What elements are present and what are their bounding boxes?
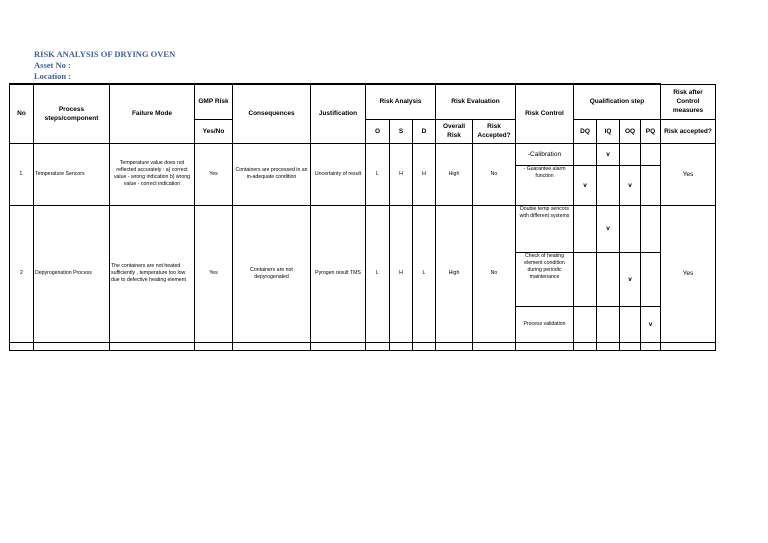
risk-analysis-table: [9, 83, 716, 351]
iq-mark: [597, 306, 620, 342]
col-header-risk-control: Risk Control: [516, 84, 574, 143]
row-justification: Pyrogen result TMS: [311, 205, 366, 342]
oq-mark: v: [620, 252, 641, 306]
row-risk-accepted: No: [473, 205, 516, 342]
col-header-risk-analysis: Risk Analysis: [366, 84, 436, 119]
col-header-risk-accepted: Risk Accepted?: [473, 119, 516, 143]
dq-mark: [574, 252, 597, 306]
risk-control-item: - Guarantee alarm function: [516, 165, 574, 205]
pq-mark: v: [641, 306, 661, 342]
location-label: Location :: [34, 71, 72, 81]
row-risk-accepted: No: [473, 143, 516, 205]
row-consequences: Containers are not depyrogenated: [233, 205, 311, 342]
empty-cell: [413, 342, 436, 350]
row-no: 1.: [10, 143, 34, 205]
row-overall-risk: High: [436, 205, 473, 342]
empty-cell: [620, 342, 641, 350]
col-header-pq: PQ: [641, 119, 661, 143]
row-process: Depyrogenation Process: [34, 205, 110, 342]
dq-mark: [574, 143, 597, 165]
pq-mark: [641, 252, 661, 306]
empty-cell: [390, 342, 413, 350]
iq-mark: [597, 165, 620, 205]
iq-mark: v: [597, 143, 620, 165]
col-header-justification: Justification: [311, 84, 366, 143]
col-header-failure-mode: Failure Mode: [110, 84, 195, 143]
empty-cell: [436, 342, 473, 350]
row-failure-mode: The containers are not heated sufficiently , temperature too low due to defective heating element: [110, 205, 195, 342]
empty-cell: [597, 342, 620, 350]
risk-control-item: Process validation: [516, 306, 574, 342]
col-header-qualification-step: Qualification step: [574, 84, 661, 119]
row-o: L: [366, 143, 390, 205]
table-row: [10, 143, 716, 165]
risk-control-item: Double temp sencors with different systems: [516, 205, 574, 252]
empty-cell: [34, 342, 110, 350]
row-overall-risk: High: [436, 143, 473, 205]
row-d: H: [413, 143, 436, 205]
row-gmp-risk: Yes: [195, 143, 233, 205]
row-no: 2: [10, 205, 34, 342]
empty-cell: [195, 342, 233, 350]
empty-cell: [641, 342, 661, 350]
empty-cell: [366, 342, 390, 350]
col-header-risk-after-control: Risk after Control measures: [661, 84, 716, 119]
col-header-risk-accepted-after: Risk accepted?: [661, 119, 716, 143]
row-s: H: [390, 205, 413, 342]
col-header-consequences: Consequences: [233, 84, 311, 143]
col-header-process: Process steps/component: [34, 84, 110, 143]
row-risk-after-control: Yes: [661, 143, 716, 205]
oq-mark: v: [620, 165, 641, 205]
row-gmp-risk: Yes: [195, 205, 233, 342]
empty-cell: [10, 342, 34, 350]
table-row: [10, 205, 716, 252]
row-failure-mode: Temperature value does not reflected accurately : a) correct value - wrong indication b) wrong value - correct indication: [110, 143, 195, 205]
empty-cell: [574, 342, 597, 350]
risk-control-item: Check of heating element condition during periodic maintenance: [516, 252, 574, 306]
dq-mark: [574, 306, 597, 342]
col-header-oq: OQ: [620, 119, 641, 143]
row-justification: Uncertainty of result: [311, 143, 366, 205]
empty-cell: [516, 342, 574, 350]
col-header-s: S: [390, 119, 413, 143]
empty-cell: [311, 342, 366, 350]
empty-cell: [233, 342, 311, 350]
iq-mark: v: [597, 205, 620, 252]
row-s: H: [390, 143, 413, 205]
row-risk-after-control: Yes: [661, 205, 716, 342]
pq-mark: [641, 205, 661, 252]
col-header-d: D: [413, 119, 436, 143]
iq-mark: [597, 252, 620, 306]
pq-mark: [641, 165, 661, 205]
oq-mark: [620, 306, 641, 342]
empty-cell: [110, 342, 195, 350]
risk-control-item: -Calibration: [516, 143, 574, 165]
col-header-gmp-yes-no: Yes/No: [195, 119, 233, 143]
pq-mark: [641, 143, 661, 165]
col-header-overall-risk: Overall Risk: [436, 119, 473, 143]
dq-mark: [574, 205, 597, 252]
row-d: L: [413, 205, 436, 342]
col-header-dq: DQ: [574, 119, 597, 143]
row-o: L: [366, 205, 390, 342]
asset-number-label: Asset No :: [34, 60, 71, 70]
oq-mark: [620, 143, 641, 165]
empty-cell: [661, 342, 716, 350]
col-header-gmp-risk: GMP Risk: [195, 84, 233, 119]
document-title: RISK ANALYSIS OF DRYING OVEN: [34, 49, 176, 59]
col-header-o: O: [366, 119, 390, 143]
col-header-no: No: [10, 84, 34, 143]
dq-mark: v: [574, 165, 597, 205]
col-header-iq: IQ: [597, 119, 620, 143]
oq-mark: [620, 205, 641, 252]
row-process: Temperature Sencors: [34, 143, 110, 205]
empty-cell: [473, 342, 516, 350]
empty-row: [10, 342, 716, 350]
row-consequences: Containers are processed in an in-adequate condition: [233, 143, 311, 205]
col-header-risk-evaluation: Risk Evaluation: [436, 84, 516, 119]
